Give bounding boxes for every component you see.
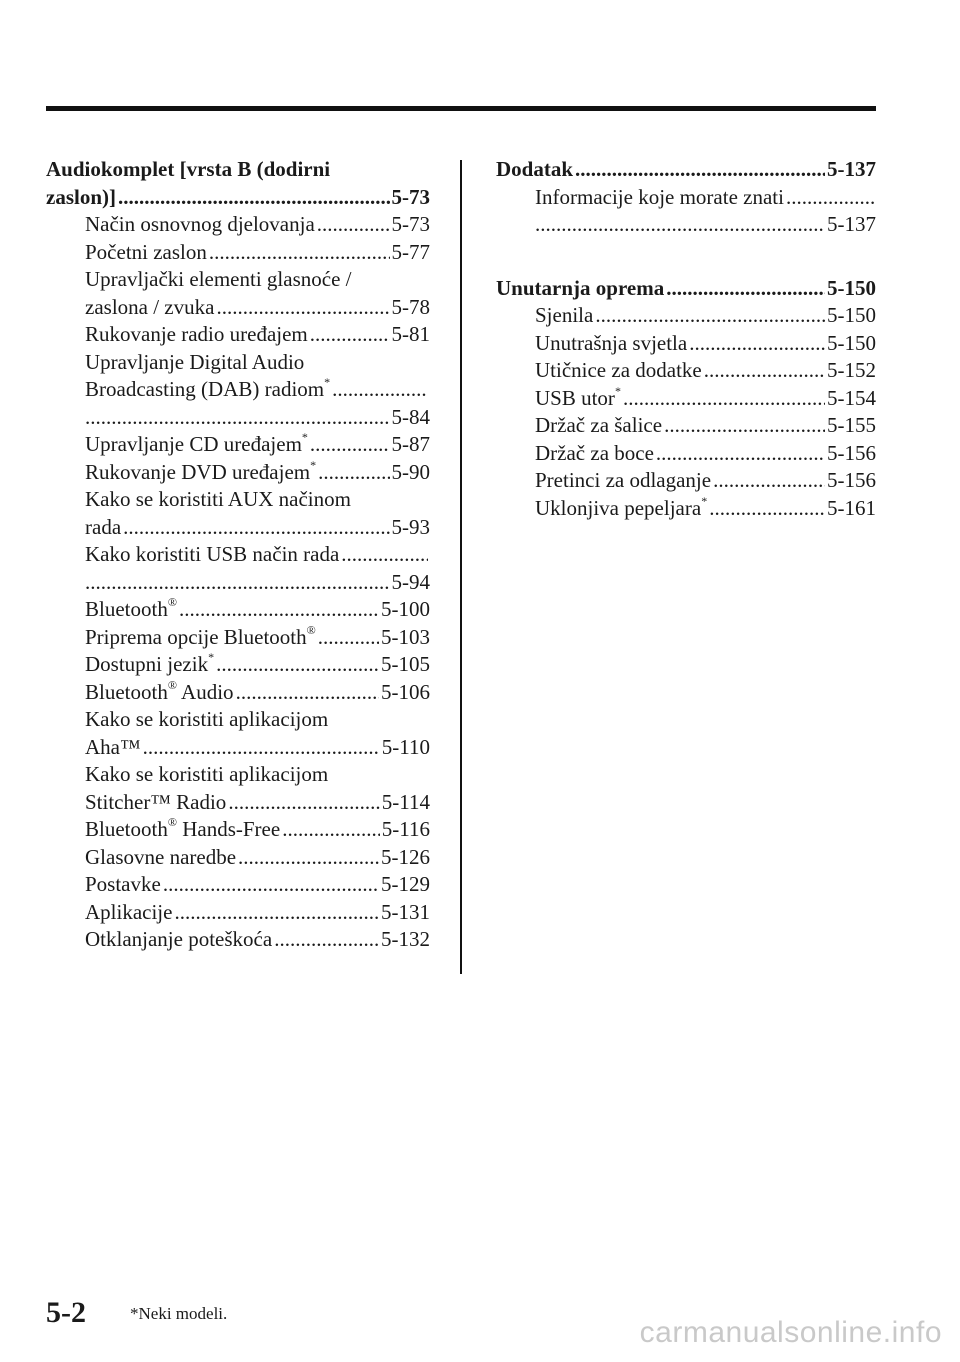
toc-entry[interactable]: [46, 899, 430, 927]
toc-entry[interactable]: [46, 844, 430, 872]
toc-entry[interactable]: [496, 330, 876, 358]
toc-entry-label: Upravljački elementi glasnoće /: [85, 267, 352, 291]
dot-leader: [274, 926, 379, 954]
superscript-mark: *: [310, 457, 317, 472]
dot-leader: [85, 404, 390, 432]
dot-leader: [664, 412, 825, 440]
toc-entry-label: Uklonjiva pepeljara*: [535, 493, 708, 520]
toc-entry-label: Dostupni jezik*: [85, 650, 215, 676]
toc-entry[interactable]: [46, 541, 430, 569]
toc-entry-label: Postavke: [85, 872, 161, 896]
dot-leader: [85, 569, 390, 597]
toc-entry-label: Bluetooth®: [85, 595, 177, 621]
toc-entry-label: Pretinci za odlaganje: [535, 468, 712, 492]
toc-entry-label: Kako se koristiti aplikacijom: [85, 762, 329, 786]
toc-entry[interactable]: [46, 321, 430, 349]
superscript-mark: ®: [306, 622, 316, 637]
toc-entry-label: Informacije koje morate znati: [535, 184, 784, 209]
toc-entry[interactable]: [46, 459, 430, 487]
toc-entry[interactable]: [46, 294, 430, 322]
dot-leader: [216, 294, 389, 322]
toc-section-entry[interactable]: [496, 275, 876, 303]
toc-entry-label: Audiokomplet [vrsta B (dodirni: [46, 157, 331, 181]
dot-leader: [713, 467, 825, 495]
toc-page-number: 5-129: [381, 872, 430, 896]
toc-entry[interactable]: [496, 385, 876, 413]
toc-page-number: 5-131: [381, 899, 430, 924]
column-divider: [460, 160, 462, 974]
toc-entry[interactable]: [46, 761, 430, 789]
toc-entry-label: zaslona / zvuka: [85, 294, 215, 319]
toc-entry-label: Stitcher™ Radio: [85, 789, 227, 814]
dot-leader: [236, 679, 379, 707]
superscript-mark: *: [701, 493, 708, 508]
toc-entry[interactable]: [46, 596, 430, 624]
toc-page-number: 5-73: [391, 212, 430, 236]
toc-entry[interactable]: [46, 651, 430, 679]
toc-entry[interactable]: [496, 440, 876, 468]
superscript-mark: *: [614, 383, 621, 398]
dot-leader: [123, 514, 389, 542]
toc-entry[interactable]: [496, 184, 876, 212]
toc-page-number: 5-155: [827, 413, 876, 437]
toc-page-number: 5-78: [391, 294, 430, 319]
dot-leader: [209, 239, 390, 267]
toc-page-number: 5-90: [391, 459, 430, 484]
toc-page-number: 5-110: [381, 734, 430, 759]
toc-entry[interactable]: [46, 349, 430, 377]
dot-leader: [341, 541, 428, 569]
toc-page-number: 5-84: [391, 404, 430, 429]
toc-entry-label: Držač za boce: [535, 440, 654, 465]
toc-entry[interactable]: [46, 871, 430, 899]
toc-section-entry[interactable]: [46, 184, 430, 212]
dot-leader: [332, 376, 428, 404]
toc-page-number: 5-137: [827, 157, 876, 181]
toc-page-number: 5-105: [381, 652, 430, 676]
toc-page-number: 5-150: [827, 330, 876, 355]
toc-entry-label: Glasovne naredbe: [85, 844, 237, 869]
toc-entry[interactable]: [46, 376, 430, 404]
toc-entry-label: Kako se koristiti AUX načinom: [85, 487, 351, 511]
dot-leader: [709, 495, 825, 523]
toc-page-number: 5-100: [381, 597, 430, 621]
toc-entry-label: Aplikacije: [85, 899, 173, 924]
toc-entry-label: Aha™: [85, 734, 141, 759]
dot-leader: [595, 302, 825, 330]
toc-page-number: 5-161: [827, 495, 876, 520]
toc-section-entry[interactable]: [46, 156, 430, 184]
toc-entry-label: Početni zaslon: [85, 239, 207, 264]
toc-entry-label: Priprema opcije Bluetooth®: [85, 622, 316, 649]
toc-page-number: 5-154: [827, 385, 876, 410]
dot-leader: [163, 871, 379, 899]
dot-leader: [143, 734, 380, 762]
toc-entry[interactable]: [496, 357, 876, 385]
toc-page-number: 5-116: [381, 817, 430, 841]
dot-leader: [704, 357, 825, 385]
toc-entry[interactable]: [46, 789, 430, 817]
toc-page-number: 5-156: [827, 440, 876, 465]
superscript-mark: *: [324, 375, 331, 389]
toc-entry-label: Način osnovnog djelovanja: [85, 212, 315, 236]
toc-entry-label: USB utor*: [535, 383, 621, 410]
toc-entry-label: Unutarnja oprema: [496, 275, 665, 300]
toc-entry[interactable]: [46, 266, 430, 294]
toc-entry[interactable]: [496, 211, 876, 239]
toc-page-number: 5-106: [381, 679, 430, 704]
toc-entry[interactable]: [46, 816, 430, 844]
toc-page-number: 5-137: [827, 212, 876, 236]
toc-entry[interactable]: [496, 495, 876, 523]
toc-entry-label: Rukovanje radio uređajem: [85, 322, 308, 346]
toc-entry-label: rada: [85, 514, 122, 539]
toc-entry-label: Otklanjanje poteškoća: [85, 927, 273, 951]
toc-entry-label: Unutrašnja svjetla: [535, 330, 688, 355]
toc-entry-label: Kako koristiti USB način rada: [85, 542, 340, 566]
toc-page-number: 5-150: [827, 303, 876, 327]
toc-page-number: 5-73: [391, 184, 430, 209]
superscript-mark: ®: [167, 677, 177, 692]
toc-section-entry[interactable]: [496, 156, 876, 184]
toc-entry-label: Dodatak: [496, 157, 574, 181]
toc-entry-label: Kako se koristiti aplikacijom: [85, 707, 329, 731]
toc-page-number: 5-150: [827, 275, 876, 300]
toc-entry[interactable]: [496, 412, 876, 440]
toc-entry-label: Upravljanje Digital Audio: [85, 349, 305, 374]
toc-entry[interactable]: [46, 624, 430, 652]
toc-page-number: 5-152: [827, 358, 876, 382]
toc-entry[interactable]: [46, 486, 430, 514]
toc-entry[interactable]: [46, 514, 430, 542]
toc-page-number: 5-93: [391, 514, 430, 539]
toc-entry-label: Bluetooth® Audio: [85, 677, 234, 704]
watermark: carmanualsonline.info: [639, 1316, 942, 1349]
toc-entry[interactable]: [46, 404, 430, 432]
dot-leader: [656, 440, 825, 468]
dot-leader: [228, 789, 379, 817]
toc-entry[interactable]: [46, 734, 430, 762]
toc-entry[interactable]: [46, 926, 430, 954]
dot-leader: [310, 321, 390, 349]
superscript-mark: ®: [167, 595, 177, 609]
toc-page-number: 5-87: [391, 432, 430, 456]
dot-leader: [238, 844, 379, 872]
toc-entry-label: Upravljanje CD uređajem*: [85, 430, 308, 456]
toc-entry-label: zaslon)]: [46, 184, 116, 209]
toc-entry[interactable]: [496, 302, 876, 330]
footnote: *Neki modeli.: [130, 1304, 228, 1323]
toc-page-number: 5-94: [391, 569, 430, 594]
toc-entry[interactable]: [46, 211, 430, 239]
toc-entry-label: Utičnice za dodatke: [535, 358, 702, 382]
toc-entry[interactable]: [496, 467, 876, 495]
toc-page-number: 5-77: [391, 239, 430, 264]
dot-leader: [179, 596, 379, 624]
dot-leader: [575, 156, 825, 184]
superscript-mark: *: [301, 430, 308, 444]
dot-leader: [689, 330, 825, 358]
toc-page-number: 5-114: [381, 789, 430, 814]
dot-leader: [318, 624, 379, 652]
dot-leader: [310, 431, 390, 459]
toc-entry[interactable]: [46, 239, 430, 267]
toc-entry[interactable]: [46, 679, 430, 707]
toc-entry[interactable]: [46, 431, 430, 459]
toc-entry[interactable]: [46, 569, 430, 597]
toc-page-number: 5-103: [381, 624, 430, 649]
toc-entry-label: Sjenila: [535, 303, 594, 327]
dot-leader: [118, 184, 390, 212]
toc-entry-label: Bluetooth® Hands-Free: [85, 815, 281, 841]
toc-entry[interactable]: [46, 706, 430, 734]
dot-leader: [623, 385, 825, 413]
dot-leader: [282, 816, 380, 844]
dot-leader: [317, 211, 390, 239]
toc-page-number: 5-132: [381, 927, 430, 951]
toc-left-column: [46, 156, 430, 954]
dot-leader: [216, 651, 379, 679]
toc-page-number: 5-156: [827, 468, 876, 492]
superscript-mark: ®: [167, 815, 177, 829]
page-number: 5-2: [46, 1296, 86, 1329]
toc-page-number: 5-81: [391, 322, 430, 346]
dot-leader: [786, 184, 874, 212]
dot-leader: [318, 459, 389, 487]
section-gap: [496, 239, 876, 275]
toc-entry-label: Rukovanje DVD uređajem*: [85, 457, 317, 484]
top-rule: [46, 106, 876, 111]
dot-leader: [174, 899, 379, 927]
toc-entry-label: Broadcasting (DAB) radiom*: [85, 375, 331, 401]
toc-page-number: 5-126: [381, 844, 430, 869]
superscript-mark: *: [208, 650, 215, 664]
dot-leader: [535, 211, 825, 239]
toc-entry-label: Držač za šalice: [535, 413, 663, 437]
dot-leader: [666, 275, 825, 303]
toc-right-column: [496, 156, 876, 522]
